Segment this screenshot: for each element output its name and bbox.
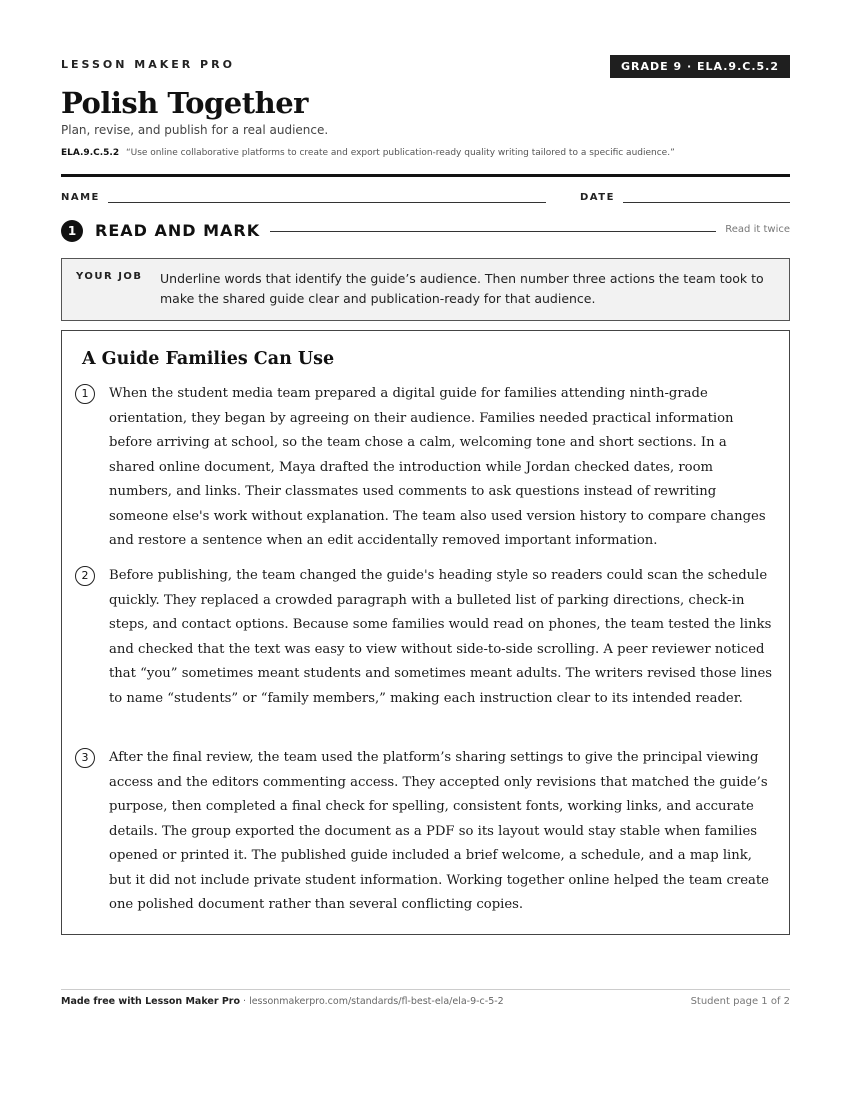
passage-title: A Guide Families Can Use [82, 349, 335, 369]
standard-code: ELA.9.C.5.2 [61, 148, 120, 158]
section-divider [270, 231, 716, 232]
name-label: NAME [61, 192, 100, 203]
footer-made-with: Made free with Lesson Maker Pro [61, 996, 241, 1007]
paragraph-number: 2 [75, 566, 95, 586]
page-subtitle: Plan, revise, and publish for a real audience. [61, 123, 329, 137]
section-title: READ AND MARK [95, 221, 261, 240]
section-note: Read it twice [725, 224, 790, 235]
grade-badge: GRADE 9 · ELA.9.C.5.2 [610, 55, 790, 78]
date-label: DATE [580, 192, 615, 203]
passage-paragraph [75, 382, 775, 554]
passage-paragraph [75, 564, 775, 736]
paragraph-text: When the student media team prepared a digital guide for families attending ninth-grade orientation, they began by agreeing on their audience. Families needed practical information before arriving at school, so the team chose a calm, welcoming tone and short sections. In a shared online document, Maya drafted the introduction while Jordan checked dates, room numbers, and links. Their classmates used comments to ask questions instead of rewriting someone else's work without explanation. The team also used version history to compare changes and restore a sentence when an edit accidentally removed important information. [109, 386, 766, 548]
paragraph-text: After the final review, the team used the platform’s sharing settings to give the principal viewing access and the editors commenting access. They accepted only revisions that matched the guide’s purpose, then completed a final check for spelling, consistent fonts, working links, and accurate details. The group exported the document as a PDF so its layout would stay stable when families opened or printed it. The published guide included a brief welcome, a schedule, and a map link, but it did not include private student information. Working together online helped the team create one polished document rather than several conflicting copies. [109, 750, 769, 912]
standard-line [61, 148, 801, 158]
your-job-box [61, 258, 790, 321]
paragraph-text: Before publishing, the team changed the guide's heading style so readers could scan the schedule quickly. They replaced a crowded paragraph with a bulleted list of parking directions, check-in steps, and contact options. Because some families would read on phones, the team tested the links and checked that the text was easy to view without side-to-side scrolling. A peer reviewer noticed that “you” sometimes meant students and sometimes meant adults. The writers revised those lines to name “students” or “family members,” making each instruction clear to its intended reader. [109, 568, 773, 706]
standard-quote: “Use online collaborative platforms to create and export publication-ready quality writing tailored to a specific audience.” [125, 148, 675, 158]
header-divider [61, 174, 790, 177]
reading-passage [61, 330, 790, 935]
section-number: 1 [61, 220, 83, 242]
passage-paragraph [75, 746, 775, 918]
paragraph-number: 3 [75, 748, 95, 768]
name-date-row [61, 190, 790, 206]
date-field[interactable] [623, 202, 790, 203]
page-indicator: Student page 1 of 2 [690, 996, 790, 1007]
footer-url: · lessonmakerpro.com/standards/fl-best-ela/ela-9-c-5-2 [240, 996, 504, 1007]
section-header [61, 219, 790, 243]
your-job-label: YOUR JOB [76, 271, 143, 282]
brand-name: LESSON MAKER PRO [61, 58, 235, 71]
top-bar [61, 55, 790, 79]
your-job-text: Underline words that identify the guide’s audience. Then number three actions the team took to make the shared guide clear and publication-ready for that audience. [160, 271, 764, 306]
footer-credit [61, 996, 504, 1007]
paragraph-number: 1 [75, 384, 95, 404]
name-field[interactable] [108, 202, 546, 203]
page-title: Polish Together [61, 86, 308, 120]
footer-divider [61, 989, 790, 990]
